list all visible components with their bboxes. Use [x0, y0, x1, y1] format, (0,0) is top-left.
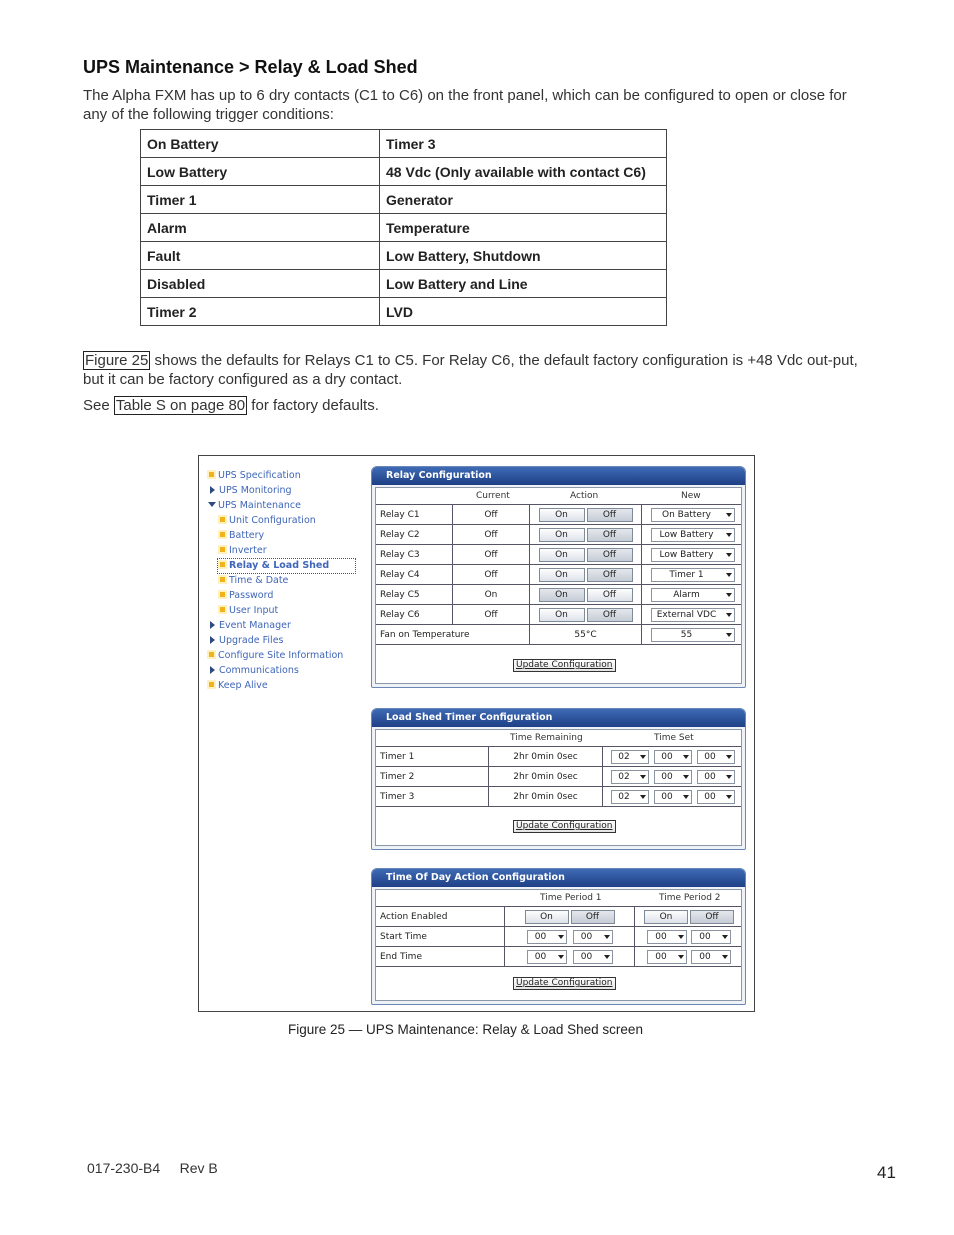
chevron-down-icon — [726, 553, 732, 557]
chevron-down-icon — [683, 775, 689, 779]
chevron-down-icon — [722, 935, 728, 939]
column-header-time-period-2: Time Period 2 — [659, 893, 721, 903]
nav-ups-maintenance[interactable] — [208, 499, 301, 513]
expand-arrow-icon[interactable] — [210, 636, 215, 644]
nav-label: Configure Site Information — [218, 650, 344, 661]
paragraph-text: See — [83, 397, 114, 414]
second-select[interactable]: 00 — [697, 750, 735, 764]
off-button[interactable]: Off — [587, 528, 633, 542]
relay-current: On — [452, 585, 529, 604]
panel-title: Time Of Day Action Configuration — [372, 869, 745, 887]
panel-body — [375, 729, 742, 846]
nav-label: UPS Specification — [218, 470, 301, 481]
hour-select[interactable]: 00 — [527, 930, 567, 944]
gear-icon — [218, 515, 227, 524]
chevron-down-icon — [683, 755, 689, 759]
relay-current: Off — [452, 525, 529, 544]
on-button[interactable]: On — [539, 528, 585, 542]
nav-password[interactable] — [218, 589, 273, 603]
nav-unit-configuration[interactable] — [218, 514, 316, 528]
relay-current: Off — [452, 565, 529, 584]
minute-select[interactable]: 00 — [654, 790, 692, 804]
relay-action — [529, 545, 641, 564]
relay-new — [641, 545, 743, 564]
timer-remaining: 2hr 0min 0sec — [488, 747, 602, 766]
expand-arrow-icon[interactable] — [210, 621, 215, 629]
relay-row — [376, 605, 741, 625]
on-button[interactable]: On — [644, 910, 688, 924]
chevron-down-icon — [678, 935, 684, 939]
panel-title: Relay Configuration — [372, 467, 745, 485]
table-cell: Timer 2 — [141, 298, 380, 326]
chevron-down-icon — [726, 593, 732, 597]
table-cell: Timer 1 — [141, 186, 380, 214]
chevron-down-icon — [604, 955, 610, 959]
relay-current: Off — [452, 505, 529, 524]
off-button[interactable]: Off — [587, 568, 633, 582]
chevron-down-icon — [726, 755, 732, 759]
nav-label: UPS Monitoring — [219, 485, 292, 496]
on-button[interactable]: On — [539, 608, 585, 622]
gear-icon — [207, 470, 216, 479]
chevron-down-icon — [726, 533, 732, 537]
nav-label: Event Manager — [219, 620, 291, 631]
column-header-current: Current — [476, 491, 510, 501]
timer-name: Timer 1 — [380, 751, 415, 762]
column-header-time-remaining: Time Remaining — [510, 733, 583, 743]
temperature-select[interactable]: 55 — [651, 628, 735, 642]
column-header-time-period-1: Time Period 1 — [540, 893, 602, 903]
nav-ups-monitoring[interactable] — [210, 484, 292, 498]
nav-label: User Input — [229, 605, 279, 616]
time-of-day-panel — [371, 868, 746, 1005]
gear-icon — [218, 575, 227, 584]
relay-name: Relay C2 — [380, 529, 420, 540]
fan-new — [641, 625, 743, 644]
chevron-down-icon — [726, 633, 732, 637]
collapse-arrow-icon[interactable] — [208, 502, 216, 507]
chevron-down-icon — [726, 613, 732, 617]
table-cell: Disabled — [141, 270, 380, 298]
off-button[interactable]: Off — [587, 588, 633, 602]
nav-label: Unit Configuration — [229, 515, 316, 526]
nav-inverter[interactable] — [218, 544, 267, 558]
gear-icon — [218, 590, 227, 599]
time-of-day-grid — [376, 906, 741, 968]
trigger-select[interactable]: Timer 1 — [651, 568, 735, 582]
hour-select[interactable]: 00 — [647, 930, 687, 944]
fan-row — [376, 625, 741, 645]
table-cell: Low Battery, Shutdown — [380, 242, 667, 270]
nav-relay-load-shed[interactable] — [218, 559, 355, 573]
relay-action — [529, 585, 641, 604]
hour-select[interactable]: 00 — [647, 950, 687, 964]
nav-configure-site-information[interactable] — [207, 649, 343, 663]
on-button[interactable]: On — [539, 548, 585, 562]
column-header-time-set: Time Set — [654, 733, 694, 743]
table-row — [141, 270, 667, 298]
update-configuration-button[interactable]: Update Configuration — [513, 659, 616, 672]
hour-select[interactable]: 02 — [611, 790, 649, 804]
table-row — [376, 947, 741, 967]
nav-label: Password — [229, 590, 274, 601]
table-row — [141, 214, 667, 242]
relay-name: Relay C3 — [380, 549, 420, 560]
minute-select[interactable]: 00 — [654, 770, 692, 784]
relay-new — [641, 565, 743, 584]
off-button[interactable]: Off — [571, 910, 615, 924]
minute-select[interactable]: 00 — [654, 750, 692, 764]
relay-row — [376, 585, 741, 605]
trigger-select[interactable]: External VDC — [651, 608, 735, 622]
table-row — [141, 186, 667, 214]
table-reference-paragraph — [83, 396, 873, 415]
timer-remaining: 2hr 0min 0sec — [488, 787, 602, 806]
relay-name: Relay C4 — [380, 569, 420, 580]
off-button[interactable]: Off — [587, 548, 633, 562]
table-row — [141, 130, 667, 158]
timer-name: Timer 3 — [380, 791, 415, 802]
relay-name: Relay C5 — [380, 589, 420, 600]
intro-paragraph: The Alpha FXM has up to 6 dry contacts (C1 to C6) on the front panel, which can be configured to open or close for any of the following trigger conditions: — [83, 87, 847, 123]
table-s-link[interactable]: Table S on page 80 — [115, 397, 246, 414]
row-label: Action Enabled — [380, 911, 448, 922]
update-configuration-button[interactable]: Update Configuration — [513, 820, 616, 833]
table-cell: 48 Vdc (Only available with contact C6) — [380, 158, 667, 186]
paragraph-text: shows the defaults for Relays C1 to C5. For Relay C6, the default factory configuration is +48 Vdc out-put, but it can be factory configured as a dry contact. — [83, 352, 858, 388]
table-cell: Low Battery and Line — [380, 270, 667, 298]
fan-current: 55°C — [529, 625, 641, 644]
timer-remaining: 2hr 0min 0sec — [488, 767, 602, 786]
second-select[interactable]: 00 — [697, 790, 735, 804]
period-2-start — [634, 927, 743, 946]
period-2-action — [634, 907, 743, 926]
table-cell: Generator — [380, 186, 667, 214]
table-cell: Alarm — [141, 214, 380, 242]
relay-row — [376, 505, 741, 525]
table-cell: LVD — [380, 298, 667, 326]
table-cell: Fault — [141, 242, 380, 270]
gear-icon — [218, 530, 227, 539]
period-2-end — [634, 947, 743, 966]
trigger-select[interactable]: Low Battery — [651, 528, 735, 542]
table-cell: Low Battery — [141, 158, 380, 186]
off-button[interactable]: Off — [587, 508, 633, 522]
load-shed-timer-panel — [371, 708, 746, 850]
fan-label: Fan on Temperature — [380, 629, 470, 640]
expand-arrow-icon[interactable] — [210, 666, 215, 674]
nav-battery[interactable] — [218, 529, 264, 543]
timer-set — [602, 787, 743, 806]
minute-select[interactable]: 00 — [573, 950, 613, 964]
figure-25-screenshot — [198, 455, 755, 1012]
minute-select[interactable]: 00 — [573, 930, 613, 944]
relay-new — [641, 585, 743, 604]
gear-icon — [218, 560, 227, 569]
chevron-down-icon — [604, 935, 610, 939]
nav-time-date[interactable] — [218, 574, 288, 588]
expand-arrow-icon[interactable] — [210, 486, 215, 494]
panel-body — [375, 487, 742, 684]
row-label: Start Time — [380, 931, 427, 942]
gear-icon — [207, 680, 216, 689]
nav-upgrade-files[interactable] — [210, 634, 283, 648]
figure-caption: Figure 25 — UPS Maintenance: Relay & Load Shed screen — [288, 1022, 643, 1037]
timer-set — [602, 767, 743, 786]
trigger-select[interactable]: Alarm — [651, 588, 735, 602]
nav-label: UPS Maintenance — [218, 500, 301, 511]
nav-ups-specification[interactable] — [207, 469, 301, 483]
relay-row — [376, 545, 741, 565]
table-cell: Timer 3 — [380, 130, 667, 158]
section-heading: UPS Maintenance > Relay & Load Shed — [83, 57, 418, 77]
figure-25-link[interactable]: Figure 25 — [85, 352, 149, 369]
chevron-down-icon — [640, 775, 646, 779]
nav-label: Relay & Load Shed — [229, 560, 330, 571]
gear-icon — [218, 605, 227, 614]
table-row — [141, 158, 667, 186]
table-row — [376, 927, 741, 947]
relay-name: Relay C1 — [380, 509, 420, 520]
nav-event-manager[interactable] — [210, 619, 291, 633]
timer-grid — [376, 746, 741, 808]
table-cell: On Battery — [141, 130, 380, 158]
chevron-down-icon — [558, 935, 564, 939]
panel-body — [375, 889, 742, 1001]
chevron-down-icon — [722, 955, 728, 959]
nav-label: Time & Date — [229, 575, 289, 586]
nav-label: Upgrade Files — [219, 635, 284, 646]
nav-user-input[interactable] — [218, 604, 278, 618]
chevron-down-icon — [640, 755, 646, 759]
chevron-down-icon — [726, 775, 732, 779]
timer-name: Timer 2 — [380, 771, 415, 782]
nav-label: Communications — [219, 665, 299, 676]
timer-row — [376, 767, 741, 787]
table-row — [141, 298, 667, 326]
nav-keep-alive[interactable] — [207, 679, 268, 693]
relay-grid — [376, 504, 741, 646]
table-row — [376, 907, 741, 927]
hour-select[interactable]: 02 — [611, 770, 649, 784]
on-button[interactable]: On — [539, 588, 585, 602]
row-label: End Time — [380, 951, 422, 962]
relay-current: Off — [452, 605, 529, 624]
relay-action — [529, 525, 641, 544]
chevron-down-icon — [726, 795, 732, 799]
column-header-new: New — [681, 491, 701, 501]
chevron-down-icon — [640, 795, 646, 799]
on-button[interactable]: On — [525, 910, 569, 924]
trigger-conditions-table — [140, 129, 667, 326]
gear-icon — [207, 650, 216, 659]
timer-row — [376, 787, 741, 807]
relay-action — [529, 605, 641, 624]
relay-action — [529, 565, 641, 584]
second-select[interactable]: 00 — [697, 770, 735, 784]
timer-row — [376, 747, 741, 767]
on-button[interactable]: On — [539, 568, 585, 582]
table-cell: Temperature — [380, 214, 667, 242]
on-button[interactable]: On — [539, 508, 585, 522]
trigger-select[interactable]: On Battery — [651, 508, 735, 522]
off-button[interactable]: Off — [690, 910, 734, 924]
figure-reference-paragraph — [83, 351, 873, 389]
update-configuration-button[interactable]: Update Configuration — [513, 977, 616, 990]
chevron-down-icon — [678, 955, 684, 959]
chevron-down-icon — [726, 573, 732, 577]
chevron-down-icon — [558, 955, 564, 959]
period-1-start — [504, 927, 634, 946]
nav-label: Battery — [229, 530, 265, 541]
period-1-action — [504, 907, 634, 926]
relay-row — [376, 565, 741, 585]
chevron-down-icon — [726, 513, 732, 517]
page-number: 41 — [877, 1163, 896, 1182]
nav-label: Inverter — [229, 545, 267, 556]
relay-new — [641, 505, 743, 524]
paragraph-text: for factory defaults. — [247, 397, 379, 414]
relay-row — [376, 525, 741, 545]
nav-communications[interactable] — [210, 664, 299, 678]
nav-label: Keep Alive — [218, 680, 268, 691]
hour-select[interactable]: 00 — [527, 950, 567, 964]
table-row — [141, 242, 667, 270]
document-id: 017-230-B4 Rev B — [87, 1160, 218, 1176]
trigger-select[interactable]: Low Battery — [651, 548, 735, 562]
panel-title: Load Shed Timer Configuration — [372, 709, 745, 727]
chevron-down-icon — [683, 795, 689, 799]
hour-select[interactable]: 02 — [611, 750, 649, 764]
gear-icon — [218, 545, 227, 554]
off-button[interactable]: Off — [587, 608, 633, 622]
relay-name: Relay C6 — [380, 609, 420, 620]
relay-new — [641, 525, 743, 544]
minute-select[interactable]: 00 — [691, 930, 731, 944]
relay-current: Off — [452, 545, 529, 564]
timer-set — [602, 747, 743, 766]
relay-new — [641, 605, 743, 624]
relay-configuration-panel — [371, 466, 746, 688]
column-header-action: Action — [570, 491, 599, 501]
minute-select[interactable]: 00 — [691, 950, 731, 964]
period-1-end — [504, 947, 634, 966]
relay-action — [529, 505, 641, 524]
